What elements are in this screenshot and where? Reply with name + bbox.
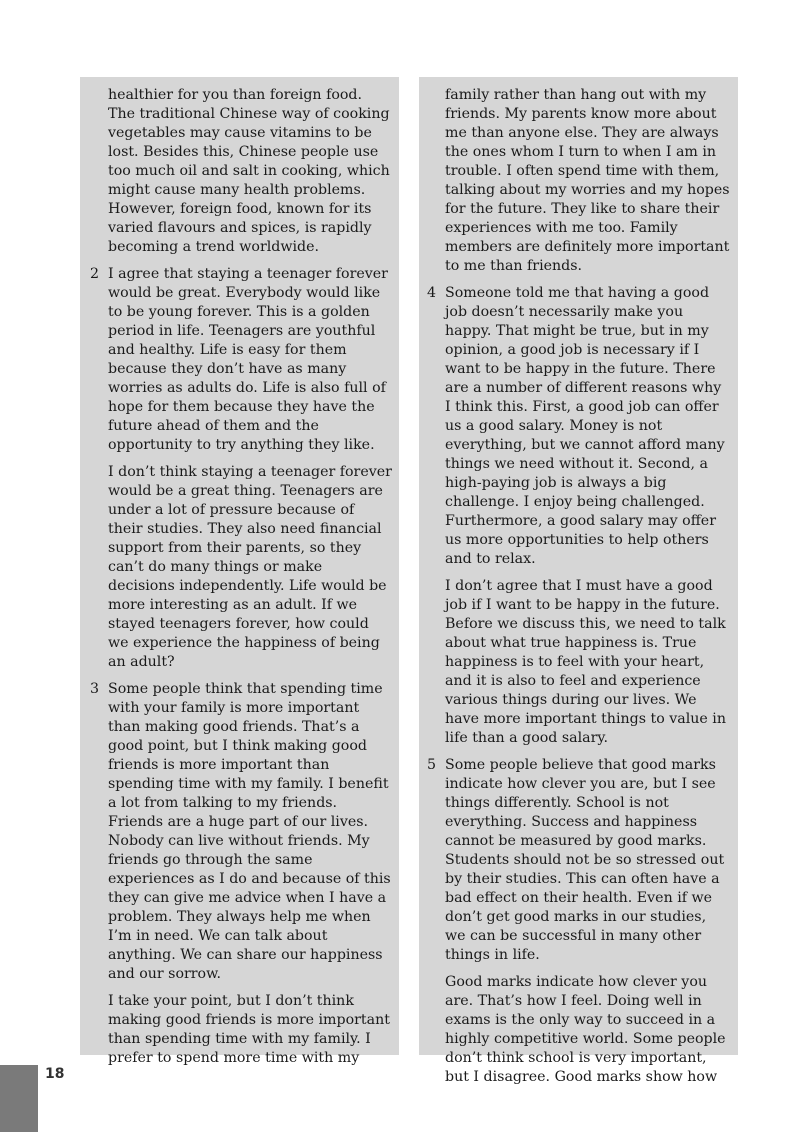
item-5-number: 5 bbox=[427, 757, 437, 773]
left-text-column bbox=[80, 77, 399, 1066]
item-4 bbox=[427, 284, 730, 569]
item-4-text: Someone told me that having a good job doesn’t necessarily make you happy. That might be true, but in my opinion, a good job is necessary if I want to be happy in the future. There are a number of different reasons why I think this. First, a good job can offer us a good salary. Money is not everything, but we cannot afford many things we need without it. Second, a high-paying job is always a big challenge. I enjoy being challenged. Furthermore, a good salary may offer us more opportunities to help others and to relax. bbox=[445, 285, 725, 567]
item-5 bbox=[427, 756, 730, 965]
page-number: 18 bbox=[45, 1066, 65, 1082]
right-text-column bbox=[419, 77, 738, 1085]
item-4-number: 4 bbox=[427, 285, 437, 301]
item-5-response: Good marks indicate how clever you are. That’s how I feel. Doing well in exams is the only way to succeed in a highly competitive world. Some people don’t think school is very important, but I disagree. Good marks show how bbox=[445, 974, 726, 1085]
item-3-text: Some people think that spending time with your family is more important than making good friends. That’s a good point, but I think making good friends is more important than spending time with my family. I benefit a lot from talking to my friends. Friends are a huge part of our lives. Nobody can live without friends. My friends go through the same experiences as I do and because of this they can give me advice when I have a problem. They always help me when I’m in need. We can talk about anything. We can share our happiness and our sorrow. bbox=[108, 681, 391, 982]
item-2-response: I don’t think staying a teenager forever would be a great thing. Teenagers are under a lot of pressure because of their studies. They also need financial support from their parents, so they can’t do many things or make decisions independently. Life would be more interesting as an adult. If we stayed teenagers forever, how could we experience the happiness of being an adult? bbox=[108, 464, 392, 670]
item-4-response: I don’t agree that I must have a good job if I want to be happy in the future. Before we discuss this, we need to talk about what true happiness is. True happiness is to feel with your heart, and it is also to feel and experience various things during our lives. We have more important things to value in life than a good salary. bbox=[445, 578, 726, 746]
item-5-text: Some people believe that good marks indicate how clever you are, but I see things differently. School is not everything. Success and happiness cannot be measured by good marks. Students should not be so stressed out by their studies. This can often have a bad effect on their health. Even if we don’t get good marks in our studies, we can be successful in many other things in life. bbox=[445, 757, 725, 963]
item-3-number: 3 bbox=[90, 681, 100, 697]
item-2-number: 2 bbox=[90, 266, 100, 282]
left-lead-paragraph: healthier for you than foreign food. The traditional Chinese way of cooking vegetables may cause vitamins to be lost. Besides this, Chinese people use too much oil and salt in cooking, which might cause many health problems. However, foreign food, known for its varied flavours and spices, is rapidly becoming a trend worldwide. bbox=[108, 87, 390, 255]
item-2 bbox=[90, 265, 393, 455]
item-3 bbox=[90, 680, 393, 984]
item-3-response: I take your point, but I don’t think making good friends is more important than spending time with my family. I prefer to spend more time with my bbox=[108, 993, 390, 1066]
item-2-text: I agree that staying a teenager forever would be great. Everybody would like to be young forever. This is a golden period in life. Teenagers are youthful and healthy. Life is easy for them because they don’t have as many worries as adults do. Life is also full of hope for them because they have the future ahead of them and the opportunity to try anything they like. bbox=[108, 266, 388, 453]
footer-tab-bar bbox=[0, 1065, 38, 1132]
right-lead-paragraph: family rather than hang out with my friends. My parents know more about me than anyone else. They are always the ones whom I turn to when I am in trouble. I often spend time with them, talking about my worries and my hopes for the future. They like to share their experiences with me too. Family members are definitely more important to me than friends. bbox=[445, 87, 730, 274]
